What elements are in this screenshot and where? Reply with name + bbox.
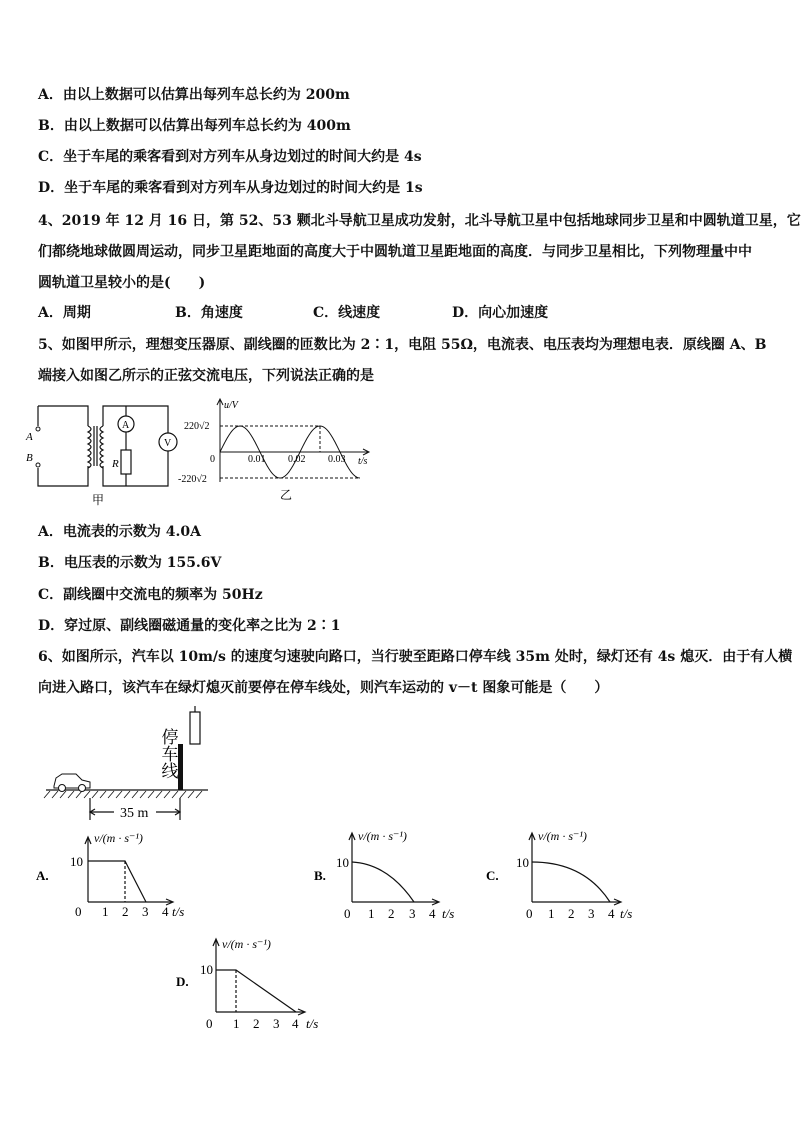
graph-a-tick-2: 2 [122, 904, 129, 919]
q3-option-c [38, 146, 422, 166]
graph-a-xlabel: t/s [172, 904, 185, 919]
graph-c-tick-2: 2 [568, 906, 575, 921]
graph-a-curve [88, 861, 146, 902]
graph-c-tick-3: 3 [588, 906, 595, 921]
graph-d-tick-2: 2 [253, 1016, 260, 1031]
vt-graph-d [170, 934, 340, 1034]
graph-a-tick-0: 0 [75, 904, 82, 919]
q4-stem-line-2: 们都绕地球做圆周运动，同步卫星距地面的高度大于中圆轨道卫星距地面的高度．与同步卫星相比，下列物理量中中 [38, 244, 752, 260]
figure-jia-caption: 甲 [92, 493, 105, 507]
option-text: 坐于车尾的乘客看到对方列车从身边划过的时间大约是 1s [64, 180, 423, 196]
q4-option-c: C．线速度 [313, 305, 381, 321]
graph-b-curve [352, 862, 414, 902]
option-label: A． [38, 87, 63, 103]
q4-stem-line-3: 圆轨道卫星较小的是( ) [38, 275, 206, 291]
q4-option-b: B．角速度 [175, 305, 243, 321]
q5-option-b: B．电压表的示数为 155.6V [38, 555, 222, 571]
figure-yi-sine-wave [180, 396, 380, 506]
vt-graph-c [484, 826, 654, 922]
q5-option-c: C．副线圈中交流电的频率为 50Hz [38, 587, 263, 603]
yi-ymax: 220√2 [184, 421, 210, 432]
graph-c-label: C. [486, 868, 499, 883]
graph-d-tick-1: 1 [233, 1016, 240, 1031]
graph-a-tick-1: 1 [102, 904, 109, 919]
yi-tick-0.01: 0.01 [248, 454, 266, 465]
graph-b-tick-3: 3 [409, 906, 416, 921]
graph-d-tick-0: 0 [206, 1016, 213, 1031]
graph-c-tick-0: 0 [526, 906, 533, 921]
yi-tick-0.03: 0.03 [328, 454, 346, 465]
graph-b-ylabel: v/(m · s⁻¹) [358, 829, 407, 843]
option-label: C． [38, 149, 64, 165]
q5-option-a: A．电流表的示数为 4.0A [38, 524, 201, 540]
graph-d-y10: 10 [200, 962, 213, 977]
yi-xlabel: t/s [358, 456, 368, 467]
ammeter-symbol: A [122, 420, 130, 431]
graph-a-tick-4: 4 [162, 904, 169, 919]
q5-option-d: D．穿过原、副线圈磁通量的变化率之比为 2∶1 [38, 618, 341, 634]
terminal-b: B [26, 452, 33, 464]
q4-stem-line-1: 4、2019 年 12 月 16 日，第 52、53 颗北斗导航卫星成功发射，北斗导航卫星中包括地球同步卫星和中圆轨道卫星，它 [38, 213, 801, 229]
stop-line-label: 停车线 [158, 728, 178, 779]
car-icon [54, 774, 90, 792]
option-text: 坐于车尾的乘客看到对方列车从身边划过的时间大约是 4s [63, 149, 422, 165]
q6-stem-line-1: 6、如图所示，汽车以 10m/s 的速度匀速驶向路口，当行驶至距路口停车线 35m 处时，绿灯还有 4s 熄灭．由于有人横 [38, 649, 793, 665]
graph-b-xlabel: t/s [442, 906, 455, 921]
graph-c-y10: 10 [516, 855, 529, 870]
figure-yi-caption: 乙 [280, 488, 293, 502]
option-label: D． [38, 180, 65, 196]
graph-d-xlabel: t/s [306, 1016, 319, 1031]
yi-tick-0.02: 0.02 [288, 454, 306, 465]
resistor-label: R [112, 458, 119, 470]
graph-d-tick-3: 3 [273, 1016, 280, 1031]
graph-c-ylabel: v/(m · s⁻¹) [538, 829, 587, 843]
graph-d-label: D. [176, 974, 189, 989]
option-text: 由以上数据可以估算出每列车总长约为 400m [63, 118, 351, 134]
graph-a-label: A. [36, 868, 49, 883]
graph-b-tick-1: 1 [368, 906, 375, 921]
q3-option-d [38, 177, 423, 197]
q4-option-d: D．向心加速度 [452, 305, 549, 321]
option-label: B． [38, 118, 64, 134]
graph-a-tick-3: 3 [142, 904, 149, 919]
graph-a-y10: 10 [70, 854, 83, 869]
road-scene-figure [40, 700, 220, 825]
graph-d-curve [216, 970, 296, 1012]
voltmeter-symbol: V [164, 438, 172, 449]
vt-graph-b [308, 826, 478, 922]
q5-stem-line-2: 端接入如图乙所示的正弦交流电压，下列说法正确的是 [38, 368, 374, 384]
graph-d-tick-4: 4 [292, 1016, 299, 1031]
graph-b-label: B. [314, 868, 326, 883]
terminal-a: A [26, 431, 33, 443]
graph-d-ylabel: v/(m · s⁻¹) [222, 937, 271, 951]
yi-origin: 0 [210, 454, 215, 465]
q6-stem-line-2: 向进入路口，该汽车在绿灯熄灭前要停在停车线处，则汽车运动的 v－t 图象可能是（ ） [38, 680, 609, 696]
graph-c-curve [532, 862, 610, 902]
q3-option-a [38, 84, 350, 104]
q5-stem-line-1: 5、如图甲所示，理想变压器原、副线圈的匝数比为 2∶1，电阻 55Ω，电流表、电压表均为理想电表．原线圈 A、B [38, 337, 767, 353]
distance-label: 35 m [120, 806, 149, 821]
graph-c-xlabel: t/s [620, 906, 633, 921]
stop-line [178, 744, 183, 790]
graph-a-ylabel: v/(m · s⁻¹) [94, 831, 143, 845]
graph-c-tick-4: 4 [608, 906, 615, 921]
graph-b-tick-2: 2 [388, 906, 395, 921]
graph-b-tick-4: 4 [429, 906, 436, 921]
q4-option-a: A．周期 [38, 305, 91, 321]
vt-graph-a [30, 826, 200, 922]
graph-b-y10: 10 [336, 855, 349, 870]
graph-c-tick-1: 1 [548, 906, 555, 921]
yi-ylabel: u/V [224, 400, 238, 411]
option-text: 由以上数据可以估算出每列车总长约为 200m [62, 87, 350, 103]
q3-option-b [38, 115, 351, 135]
figure-jia-transformer-circuit [26, 398, 190, 508]
graph-b-tick-0: 0 [344, 906, 351, 921]
yi-ymin: -220√2 [178, 474, 207, 485]
